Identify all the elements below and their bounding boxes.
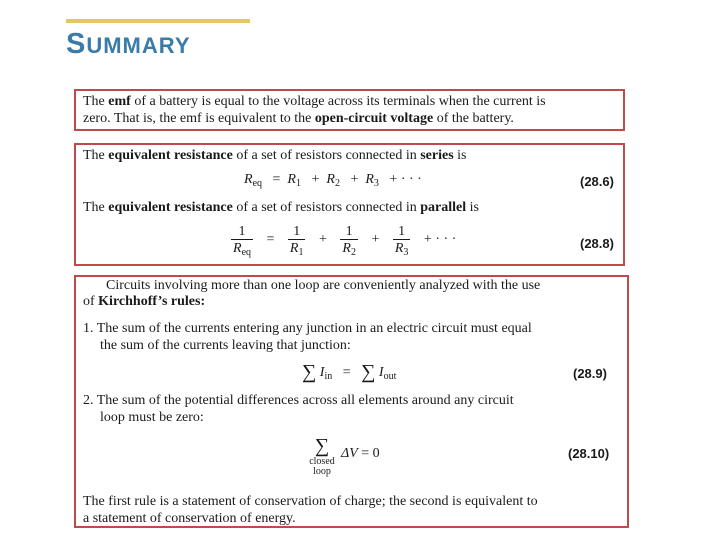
frac-r2: $\frac{1}{R_2}$	[342, 224, 356, 258]
frac-req: $\frac{1}{R_{eq}}$	[233, 224, 252, 258]
rule-1-line-1: 1. The sum of the currents entering any junction in an electric circuit must equal	[83, 321, 532, 336]
kirchhoff-intro-line-1: Circuits involving more than one loop are conveniently analyzed with the use	[106, 278, 541, 293]
series-equation: $R_{eq} = R_1 + R_2 + R_3$ + · · ·	[244, 172, 422, 190]
emf-summary-box	[74, 89, 625, 131]
series-statement: The equivalent resistance of a set of resistors connected in series is	[83, 148, 467, 163]
rule-2-line-2: loop must be zero:	[100, 410, 204, 425]
header-accent-bar	[66, 19, 250, 23]
title-initial: S	[66, 28, 87, 60]
emf-line-2: zero. That is, the emf is equivalent to the open-circuit voltage of the battery.	[83, 111, 514, 126]
loop-rule-equation: ΔV = 0	[341, 446, 380, 461]
page-title	[66, 26, 191, 64]
equation-number-28-6: (28.6)	[580, 174, 614, 189]
closing-line-2: a statement of conservation of energy.	[83, 511, 296, 526]
kirchhoff-summary-box	[74, 275, 629, 528]
closed-loop-sum: ∑ closed loop	[309, 435, 335, 477]
junction-rule-equation: ∑ $I_{in}$ = ∑ $I_{out}$	[302, 361, 397, 383]
kirchhoff-intro-line-2: of Kirchhoff’s rules:	[83, 294, 206, 309]
equation-number-28-8: (28.8)	[580, 236, 614, 251]
closing-line-1: The first rule is a statement of conservation of charge; the second is equivalent to	[83, 494, 538, 509]
emf-line-1: The emf of a battery is equal to the voltage across its terminals when the current is	[83, 94, 546, 109]
equation-number-28-9: (28.9)	[573, 366, 607, 381]
frac-r1: $\frac{1}{R_1}$	[289, 224, 304, 258]
resistance-summary-box	[74, 143, 625, 266]
frac-r3: $\frac{1}{R_3}$	[394, 224, 409, 258]
rule-2-line-1: 2. The sum of the potential differences across all elements around any circuit	[83, 393, 514, 408]
parallel-statement: The equivalent resistance of a set of resistors connected in parallel is	[83, 200, 479, 215]
title-rest: UMMARY	[86, 33, 191, 58]
rule-1-line-2: the sum of the currents leaving that junction:	[100, 338, 351, 353]
equation-number-28-10: (28.10)	[568, 446, 610, 461]
parallel-equation: $\frac{1}{R_{eq}}$ = $\frac{1}{R_1}$ + $\frac{1}{R_2}$ + $\frac{1}{R_3}$ + · · ·	[233, 224, 457, 258]
